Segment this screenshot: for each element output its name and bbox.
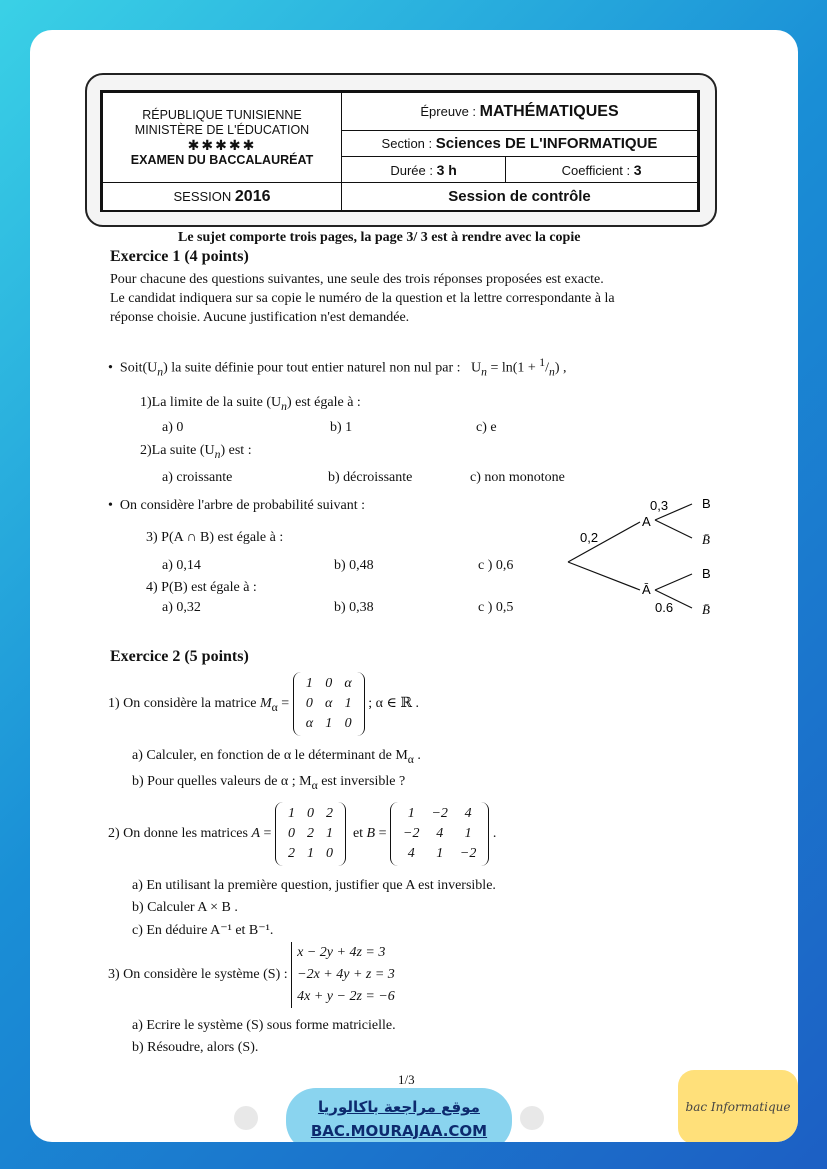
bac-informatique-badge: bac Informatique <box>678 1070 798 1142</box>
matrix-B: 1 −2 4 −2 4 1 4 1 −2 <box>390 802 489 866</box>
q2-option-b: b) décroissante <box>328 470 413 485</box>
q3-option-a: a) 0,14 <box>162 558 201 573</box>
ex2-q2c: c) En déduire A⁻¹ et B⁻¹. <box>132 923 274 938</box>
q4-option-c: c ) 0,5 <box>478 600 514 615</box>
tree-prob-B-given-A: 0,3 <box>650 498 669 513</box>
ex2-q2a: a) En utilisant la première question, justifier que A est inversible. <box>132 878 496 893</box>
q4-option-b: b) 0,38 <box>334 600 374 615</box>
ex2-q1b: b) Pour quelles valeurs de α ; $M_\alpha$ est inversible ? <box>132 774 406 792</box>
ex2-q3a: a) Ecrire le système (S) sous forme matricielle. <box>132 1018 396 1033</box>
site-logo-icon-right <box>520 1106 544 1130</box>
site-logo-icon-left <box>234 1106 258 1130</box>
probability-tree <box>560 490 760 620</box>
tree-node-A: A <box>642 514 651 529</box>
matrix-A: 1 0 2 0 2 1 2 1 0 <box>275 802 346 866</box>
header-institution: RÉPUBLIQUE TUNISIENNE MINISTÈRE DE L'ÉDUCATION ✱✱✱✱✱ EXAMEN DU BACCALAURÉAT <box>103 93 342 183</box>
ex2-q2b: b) Calculer A × B . <box>132 900 238 915</box>
tree-leaf-B-1: B <box>702 496 711 511</box>
tree-leaf-Bbar-2: B̄ <box>702 602 710 617</box>
tree-prob-Bbar-given-Abar: 0.6 <box>655 600 674 615</box>
header-duree: Durée : 3 h <box>342 157 506 183</box>
ex2-q1-statement: 1) On considère la matrice $M_\alpha$ = 1 0 α 0 α 1 α 1 0 ; α ∈ ℝ . <box>108 672 419 736</box>
q1-option-a: a) 0 <box>162 420 184 435</box>
q4-statement: 4) P(B) est égale à : <box>146 580 257 595</box>
q2-statement: 2)La suite $(U_n)$ est : <box>140 443 252 461</box>
q3-statement: 3) P(A ∩ B) est égale à : <box>146 530 284 545</box>
exam-header <box>100 90 700 212</box>
matrix-M-alpha: 1 0 α 0 α 1 α 1 0 <box>293 672 365 736</box>
system-S: x − 2y + 4z = 3 −2x + 4y + z = 3 4x + y − 2z = −6 <box>291 942 395 1008</box>
branch-Abar <box>568 562 640 590</box>
tree-leaf-Bbar-1: B̄ <box>702 532 710 547</box>
ex2-q2-statement: 2) On donne les matrices A = 1 0 2 0 2 1 2 1 0 et B = 1 −2 4 −2 4 1 4 1 −2 . <box>108 802 496 866</box>
intro-note: Le sujet comporte trois pages, la page 3/ 3 est à rendre avec la copie <box>178 230 581 245</box>
ex1-sequence-definition: • $Soit(U_n)$ la suite définie pour tout entier naturel non nul par : $U_n = \ln(1 + ^1/_n)$ , <box>108 356 567 379</box>
ex1-instruction-1: Pour chacune des questions suivantes, une seule des trois réponses proposées est exacte. <box>110 272 604 287</box>
tree-leaf-B-2: B <box>702 566 711 581</box>
q2-option-a: a) croissante <box>162 470 233 485</box>
exam-page <box>30 30 798 1142</box>
site-banner[interactable]: موقع مراجعة باكالوريا BAC.MOURAJAA.COM <box>286 1088 512 1142</box>
header-session: SESSION 2016 <box>103 183 342 211</box>
header-epreuve: Épreuve : MATHÉMATIQUES <box>342 93 698 131</box>
q2-option-c: c) non monotone <box>470 470 565 485</box>
header-coefficient: Coefficient : 3 <box>506 157 698 183</box>
branch-A <box>568 522 640 562</box>
tree-intro: • On considère l'arbre de probabilité suivant : <box>108 498 366 513</box>
exercise-1-title: Exercice 1 (4 points) <box>110 248 249 265</box>
q3-option-b: b) 0,48 <box>334 558 374 573</box>
branch-Abar-B <box>655 574 692 590</box>
header-section: Section : Sciences DE L'INFORMATIQUE <box>342 131 698 157</box>
tree-prob-A: 0,2 <box>580 530 599 545</box>
branch-A-Bbar <box>655 520 692 538</box>
ex1-instruction-2: Le candidat indiquera sur sa copie le numéro de la question et la lettre correspondante à la <box>110 291 615 306</box>
tree-node-Abar: Ā <box>642 582 651 597</box>
ex2-q3-statement: 3) On considère le système (S) : x − 2y + 4z = 3 −2x + 4y + z = 3 4x + y − 2z = −6 <box>108 942 395 1008</box>
header-session-type: Session de contrôle <box>342 183 698 211</box>
q1-statement: 1)La limite de la suite $(U_n)$ est égale à : <box>140 395 361 413</box>
exercise-2-title: Exercice 2 (5 points) <box>110 648 249 665</box>
ex1-instruction-3: réponse choisie. Aucune justification n'est demandée. <box>110 310 410 325</box>
q1-option-c: c) e <box>476 420 497 435</box>
q3-option-c: c ) 0,6 <box>478 558 514 573</box>
q1-option-b: b) 1 <box>330 420 353 435</box>
page-number: 1/3 <box>398 1072 415 1087</box>
ex2-q3b: b) Résoudre, alors (S). <box>132 1040 259 1055</box>
ex2-q1a: a) Calculer, en fonction de α le déterminant de $M_\alpha$ . <box>132 748 421 766</box>
q4-option-a: a) 0,32 <box>162 600 201 615</box>
